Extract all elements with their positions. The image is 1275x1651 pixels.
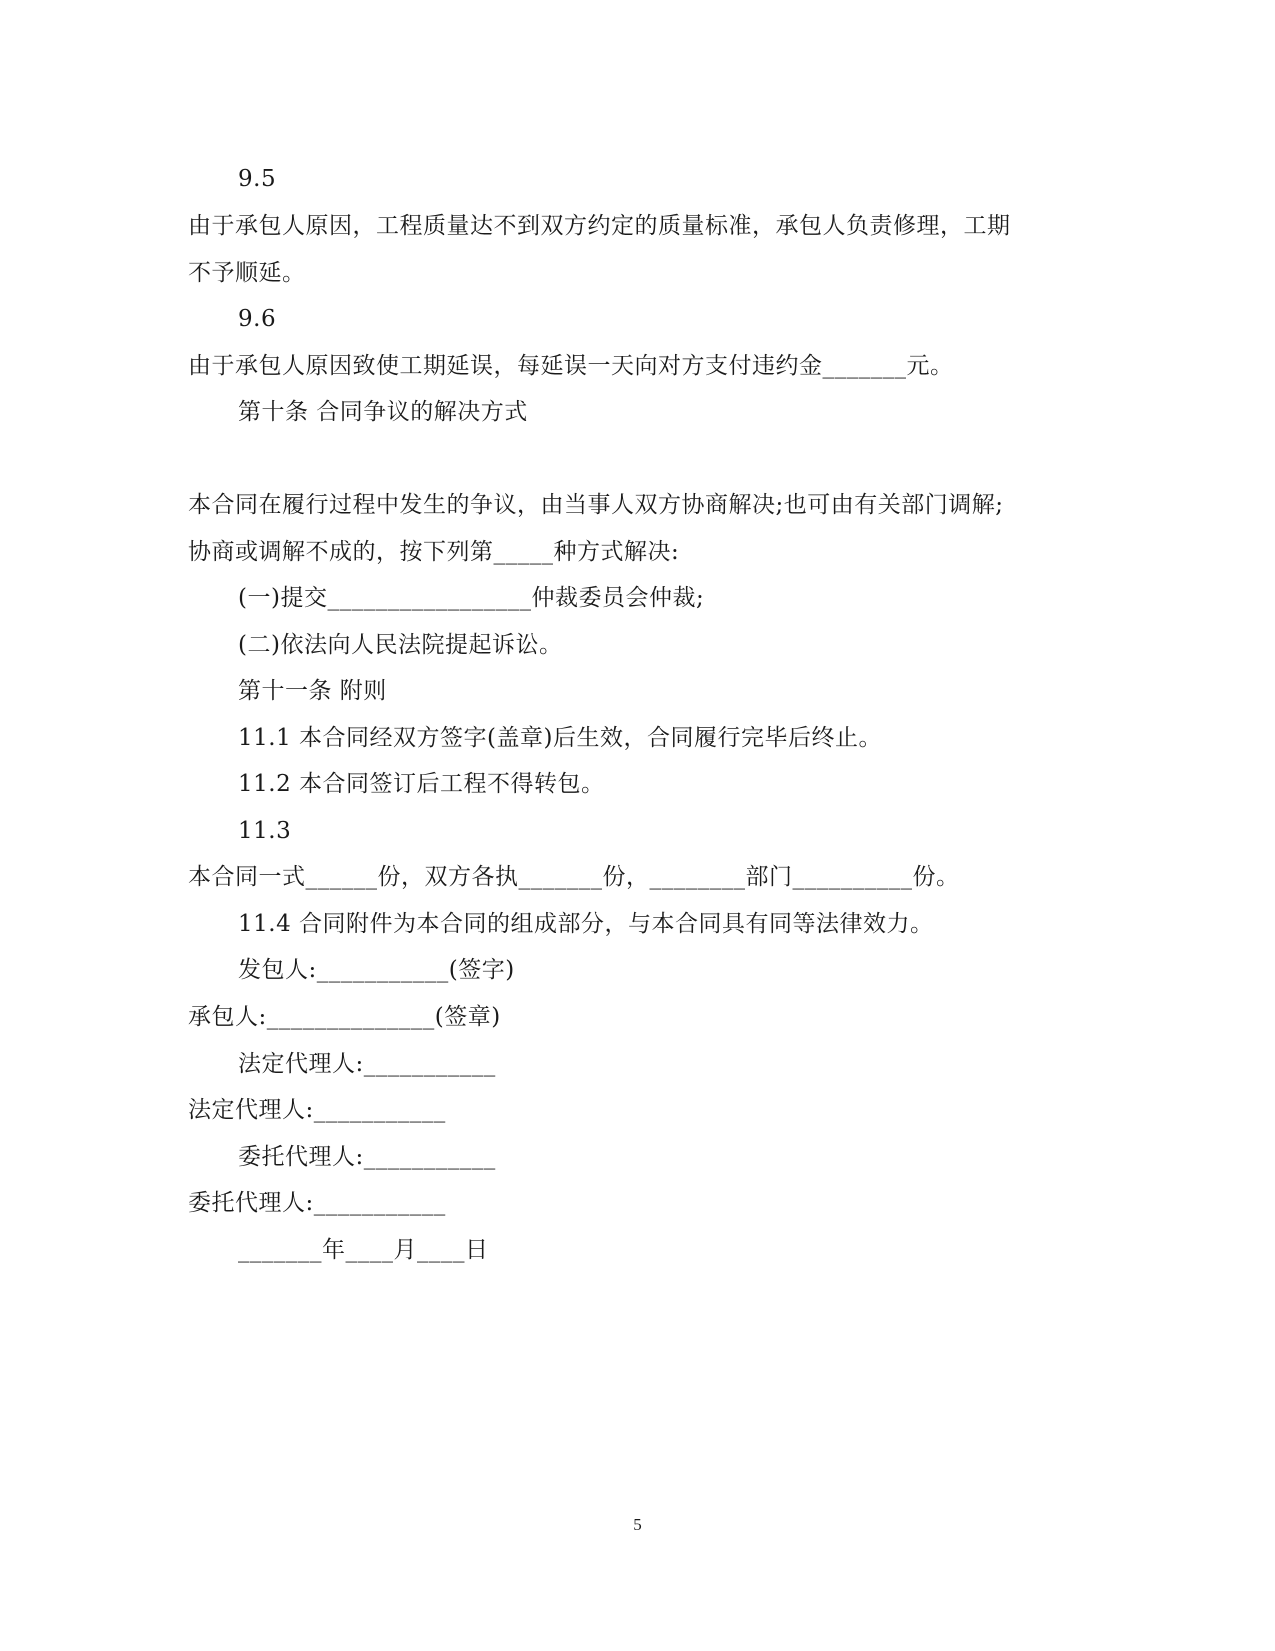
clause-11-4: 11.4 合同附件为本合同的组成部分，与本合同具有同等法律效力。 xyxy=(238,911,934,937)
article-10-option-2: (二)依法向人民法院提起诉讼。 xyxy=(238,632,563,658)
contractor-legal-representative-line: 法定代理人:___________ xyxy=(188,1097,446,1123)
employer-legal-representative-line: 法定代理人:___________ xyxy=(238,1051,496,1077)
clause-11-3-number: 11.3 xyxy=(238,818,292,844)
clause-9-5-text-line-2: 不予顺延。 xyxy=(188,260,306,286)
article-10-heading: 第十条 合同争议的解决方式 xyxy=(238,399,528,425)
date-line: _______年____月____日 xyxy=(238,1237,489,1263)
clause-11-2: 11.2 本合同签订后工程不得转包。 xyxy=(238,771,605,797)
article-10-text-line-2: 协商或调解不成的，按下列第_____种方式解决: xyxy=(188,539,680,565)
article-10-text-line-1: 本合同在履行过程中发生的争议，由当事人双方协商解决;也可由有关部门调解; xyxy=(188,492,1004,518)
article-11-heading: 第十一条 附则 xyxy=(238,678,387,704)
clause-9-6-number: 9.6 xyxy=(238,306,277,332)
employer-signature-line: 发包人:___________(签字) xyxy=(238,957,515,983)
clause-9-5-number: 9.5 xyxy=(238,166,277,192)
clause-9-6-text: 由于承包人原因致使工期延误，每延误一天向对方支付违约金_______元。 xyxy=(188,353,954,379)
article-10-option-1: (一)提交_________________仲裁委员会仲裁; xyxy=(238,585,705,611)
clause-11-3-text: 本合同一式______份，双方各执_______份，________部门__________份。 xyxy=(188,864,960,890)
clause-9-5-text-line-1: 由于承包人原因，工程质量达不到双方约定的质量标准，承包人负责修理，工期 xyxy=(188,213,1011,239)
contractor-signature-line: 承包人:______________(签章) xyxy=(188,1004,501,1030)
clause-11-1: 11.1 本合同经双方签字(盖章)后生效，合同履行完毕后终止。 xyxy=(238,725,882,751)
employer-authorized-agent-line: 委托代理人:___________ xyxy=(238,1144,496,1170)
contractor-authorized-agent-line: 委托代理人:___________ xyxy=(188,1190,446,1216)
page-number: 5 xyxy=(633,1515,642,1534)
